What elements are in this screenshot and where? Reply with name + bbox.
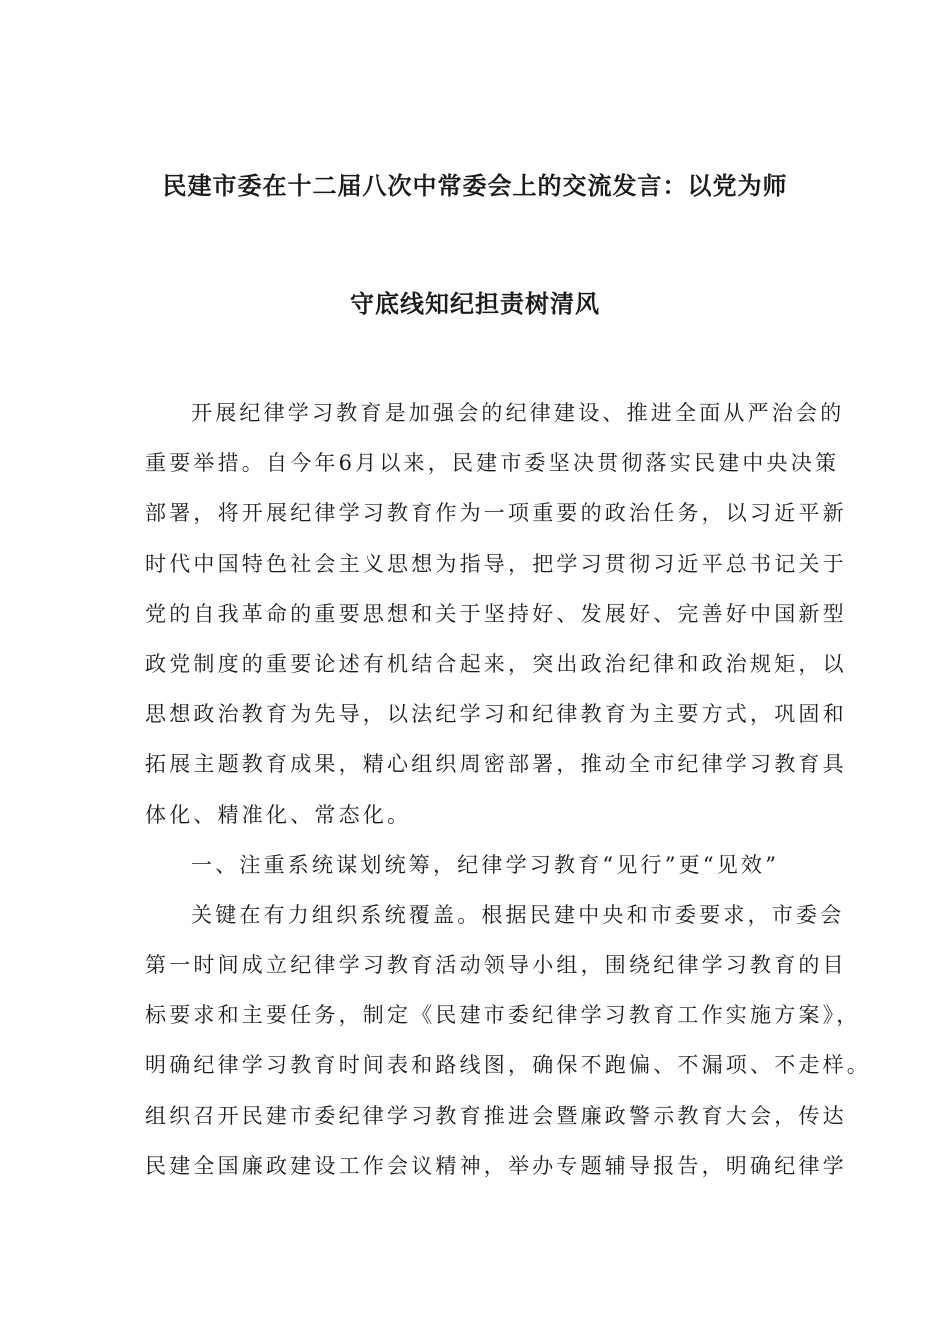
paragraph-line: 政党制度的重要论述有机结合起来，突出政治纪律和政治规矩，以 [145,651,847,676]
paragraph-line: 重要举措。自今年6月以来，民建市委坚决贯彻落实民建中央决策 [145,451,840,476]
paragraph-line: 明确纪律学习教育时间表和路线图，确保不跑偏、不漏项、不走样。 [145,1053,871,1078]
paragraph-line: 标要求和主要任务，制定《民建市委纪律学习教育工作实施方案》， [145,1003,861,1028]
paragraph-line: 党的自我革命的重要思想和关于坚持好、发展好、完善好中国新型 [145,601,847,626]
section-heading: 一、注重系统谋划统筹，纪律学习教育“见行”更“见效” [191,852,780,877]
document-title-line-1: 民建市委在十二届八次中常委会上的交流发言：以党为师 [162,172,788,200]
paragraph-line: 关键在有力组织系统覆盖。根据民建中央和市委要求，市委会 [191,902,845,927]
paragraph-line: 组织召开民建市委纪律学习教育推进会暨廉政警示教育大会，传达 [145,1103,847,1128]
document-body [145,388,871,1191]
paragraph-line: 体化、精准化、常态化。 [145,802,412,827]
paragraph-line: 思想政治教育为先导，以法纪学习和纪律教育为主要方式，巩固和 [145,702,847,727]
paragraph-line: 民建全国廉政建设工作会议精神，举办专题辅导报告，明确纪律学 [145,1153,847,1178]
paragraph-line: 第一时间成立纪律学习教育活动领导小组，围绕纪律学习教育的目 [145,953,847,978]
paragraph-line: 时代中国特色社会主义思想为指导，把学习贯彻习近平总书记关于 [145,551,847,576]
paragraph-line: 部署，将开展纪律学习教育作为一项重要的政治任务，以习近平新 [145,501,847,526]
document-title-line-2: 守底线知纪担责树清风 [350,290,600,318]
paragraph-line: 拓展主题教育成果，精心组织周密部署，推动全市纪律学习教育具 [145,752,847,777]
paragraph-line: 开展纪律学习教育是加强会的纪律建设、推进全面从严治会的 [191,401,845,425]
